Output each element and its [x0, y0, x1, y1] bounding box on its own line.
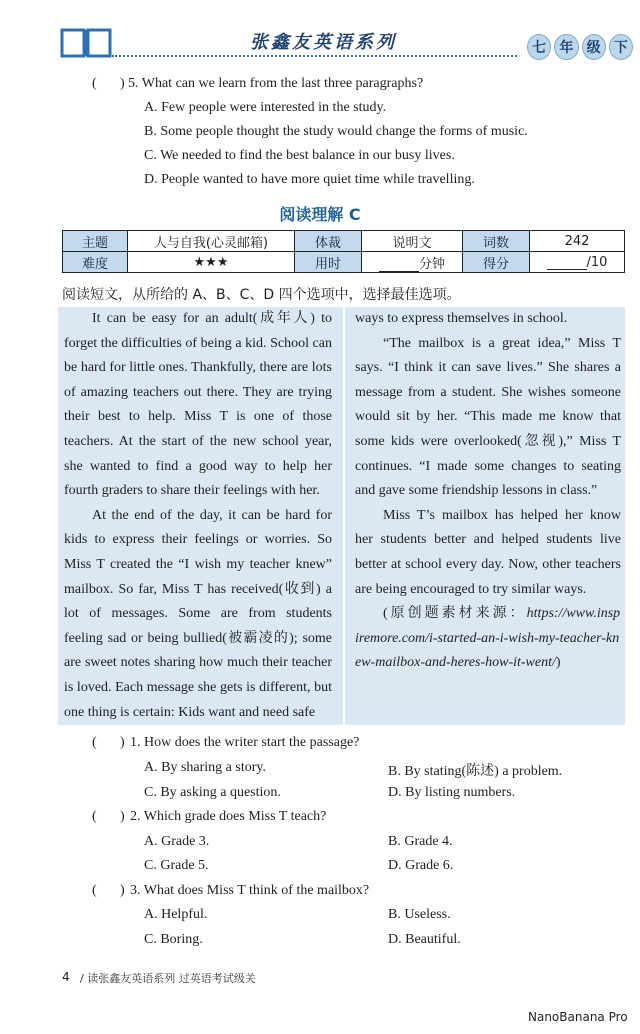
table-label: 主题 [63, 231, 128, 252]
table-label: 用时 [295, 252, 362, 273]
series-title: 张鑫友英语系列 [250, 32, 397, 53]
watermark: NanoBanana Pro [528, 1010, 628, 1024]
table-value: 242 [530, 231, 625, 252]
answer-paren-open: ( [92, 735, 97, 750]
table-label: 难度 [63, 252, 128, 273]
question-option: B. By stating(陈述) a problem. [388, 764, 563, 779]
question-option: A. Few people were interested in the study. [144, 100, 387, 115]
passage-paragraph-continued: ways to express themselves in school. [355, 311, 568, 326]
score-blank[interactable] [547, 257, 587, 270]
passage-divider [343, 307, 345, 725]
passage-source [355, 602, 621, 676]
table-label: 词数 [463, 231, 530, 252]
passage-right-column [355, 307, 621, 676]
question-option: D. Grade 6. [388, 858, 454, 873]
passage-paragraph: It can be easy for an adult(成年人) to forget the difficulties of being a kid. School can be hard for little ones. Thankfully, there are lots of amazing teachers out there. They are trying their best to help. Miss T is one of those teachers. At the start of the new school year, she wanted to find a good way to help her fourth graders to share their feelings with her. [64, 311, 332, 499]
question-option: C. Grade 5. [144, 858, 209, 873]
time-cell [362, 252, 463, 273]
source-close: ) [555, 655, 561, 671]
info-table [62, 230, 625, 273]
answer-paren-open: ( [92, 76, 97, 91]
passage-paragraph: “The mailbox is a great idea,” Miss T says. “I think it can save lives.” She shares a message from a student. She wishes someone would sit by her. “This made me know that some kids were overlooked(忽视),” Miss T continues. “I made some changes to seating and gave some friendship lessons in class.” [355, 335, 621, 499]
passage-left-column [64, 307, 332, 725]
time-blank[interactable] [379, 259, 419, 272]
grade-char: 年 [554, 34, 578, 60]
section-title: 阅读理解 C [279, 205, 361, 224]
footer-text: / 读张鑫友英语系列 过英语考试级关 [80, 972, 256, 985]
question-stem: 2. Which grade does Miss T teach? [130, 809, 327, 824]
table-value: 人与自我(心灵邮箱) [128, 231, 295, 252]
question-option: D. Beautiful. [388, 932, 461, 947]
question-option: B. Some people thought the study would change the forms of music. [144, 124, 528, 139]
page-header [0, 0, 640, 80]
grade-char: 七 [527, 34, 551, 60]
question-stem: 3. What does Miss T think of the mailbox? [130, 883, 370, 898]
passage-paragraph: Miss T’s mailbox has helped her know her students better and helped students live better at school every day. Now, other teachers are being encouraged to try similar ways. [355, 507, 621, 597]
book-icon [60, 28, 112, 58]
passage-paragraph: At the end of the day, it can be hard for kids to express their feelings or worries. So Miss T created the “I wish my teacher knew” mailbox. So far, Miss T has received(收到) a lot of messages. Some are from students feeling sad or being bullied(被霸凌的); some are sweet notes sharing how much their teacher is loved. Each message she gets is different, but one thing is certain: Kids want and need safe [64, 507, 332, 720]
question-option: C. Boring. [144, 932, 203, 947]
table-row [63, 231, 625, 252]
table-label: 体裁 [295, 231, 362, 252]
answer-paren-close: ) [120, 76, 125, 91]
time-unit: 分钟 [418, 256, 445, 272]
answer-paren-close: ) [120, 883, 125, 898]
source-label: (原创题素材来源： [383, 606, 527, 622]
difficulty-stars: ★★★ [128, 252, 295, 273]
table-label: 得分 [463, 252, 530, 273]
question-option: A. By sharing a story. [144, 760, 266, 775]
question-option: A. Helpful. [144, 907, 208, 922]
grade-char: 下 [609, 34, 633, 60]
grade-badge [527, 34, 633, 60]
question-stem: 5. What can we learn from the last three paragraphs? [128, 76, 424, 91]
grade-char: 级 [582, 34, 606, 60]
question-stem: 1. How does the writer start the passage? [130, 735, 360, 750]
source-url: https://www.inspiremore.com/i-started-an-i-wish-my-teacher-knew-mailbox-and-heres-how-it-went/ [355, 606, 621, 671]
answer-paren-close: ) [120, 735, 125, 750]
table-value: 说明文 [362, 231, 463, 252]
question-option: D. By listing numbers. [388, 785, 516, 800]
header-divider [112, 55, 517, 57]
question-option: B. Useless. [388, 907, 451, 922]
question-option: C. We needed to find the best balance in our busy lives. [144, 148, 455, 163]
question-option: D. People wanted to have more quiet time while travelling. [144, 172, 475, 187]
table-row [63, 252, 625, 273]
question-option: B. Grade 4. [388, 834, 453, 849]
question-option: A. Grade 3. [144, 834, 210, 849]
answer-paren-open: ( [92, 809, 97, 824]
answer-paren-open: ( [92, 883, 97, 898]
question-option: C. By asking a question. [144, 785, 281, 800]
page-number: 4 [62, 970, 70, 984]
score-cell [530, 252, 625, 273]
answer-paren-close: ) [120, 809, 125, 824]
instruction-text: 阅读短文，从所给的 A、B、C、D 四个选项中，选择最佳选项。 [62, 287, 461, 303]
score-suffix: /10 [586, 254, 608, 270]
